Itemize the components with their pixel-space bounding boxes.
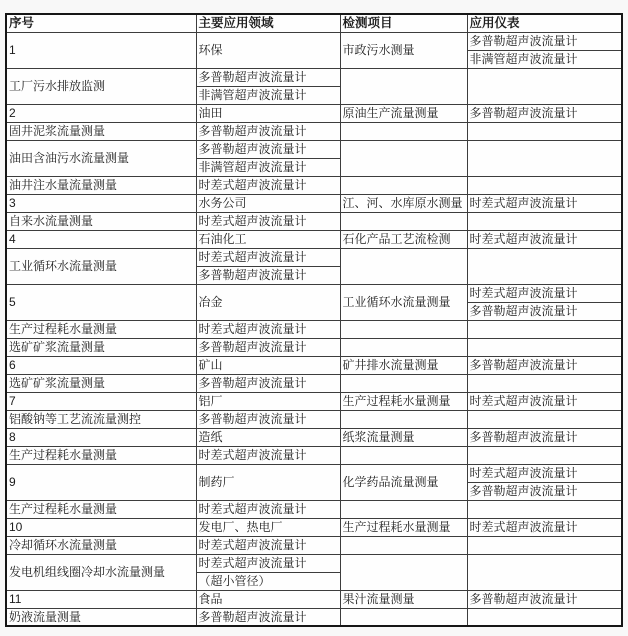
cell-serial: 6	[6, 356, 196, 374]
cell-serial: 4	[6, 230, 196, 248]
cell-application: 固井泥浆流量测量	[6, 122, 196, 140]
cell-application: 自来水流量测量	[6, 212, 196, 230]
cell-field: 冶金	[196, 284, 340, 320]
cell-serial: 5	[6, 284, 196, 320]
cell-detection-item: 石化产品工艺流检测	[340, 230, 467, 248]
cell-empty	[467, 500, 622, 518]
cell-empty	[340, 410, 467, 428]
application-table-container	[5, 13, 623, 627]
cell-empty	[467, 374, 622, 392]
cell-instrument: 时差式超声波流量计	[467, 464, 622, 482]
header-detection-item: 检测项目	[340, 14, 467, 32]
cell-detection-item: 纸浆流量测量	[340, 428, 467, 446]
cell-application: 奶液流量测量	[6, 608, 196, 626]
cell-instrument: 时差式超声波流量计	[196, 212, 340, 230]
table-row	[6, 32, 622, 50]
table-row	[6, 338, 622, 356]
table-row	[6, 518, 622, 536]
cell-instrument: 多普勒超声波流量计	[196, 410, 340, 428]
cell-application: 工厂污水排放监测	[6, 68, 196, 104]
cell-empty	[467, 338, 622, 356]
cell-serial: 7	[6, 392, 196, 410]
cell-instrument: 多普勒超声波流量计	[467, 590, 622, 608]
cell-empty	[340, 536, 467, 554]
cell-empty	[340, 122, 467, 140]
cell-serial: 11	[6, 590, 196, 608]
table-row	[6, 554, 622, 572]
cell-instrument: 多普勒超声波流量计	[467, 428, 622, 446]
table-row	[6, 536, 622, 554]
cell-empty	[467, 536, 622, 554]
cell-empty	[467, 248, 622, 284]
cell-empty	[467, 446, 622, 464]
cell-field: 制药厂	[196, 464, 340, 500]
cell-serial: 3	[6, 194, 196, 212]
cell-empty	[467, 608, 622, 626]
cell-empty	[467, 122, 622, 140]
cell-application: 油井注水量流量测量	[6, 176, 196, 194]
cell-field: 水务公司	[196, 194, 340, 212]
header-instrument: 应用仪表	[467, 14, 622, 32]
cell-empty	[340, 176, 467, 194]
cell-empty	[340, 446, 467, 464]
cell-detection-item: 工业循环水流量测量	[340, 284, 467, 320]
cell-empty	[340, 212, 467, 230]
cell-detection-item: 市政污水测量	[340, 32, 467, 68]
cell-instrument: 时差式超声波流量计	[196, 446, 340, 464]
table-row	[6, 176, 622, 194]
table-row	[6, 140, 622, 158]
cell-instrument: 多普勒超声波流量计	[196, 140, 340, 158]
cell-instrument: 时差式超声波流量计	[196, 176, 340, 194]
table-row	[6, 410, 622, 428]
table-row	[6, 248, 622, 266]
table-row	[6, 464, 622, 482]
cell-field: 食品	[196, 590, 340, 608]
cell-instrument: 非满管超声波流量计	[196, 86, 340, 104]
cell-empty	[467, 176, 622, 194]
table-row	[6, 194, 622, 212]
cell-instrument: 多普勒超声波流量计	[467, 356, 622, 374]
cell-application: 生产过程耗水量测量	[6, 320, 196, 338]
cell-empty	[467, 140, 622, 176]
cell-empty	[340, 608, 467, 626]
cell-instrument: 多普勒超声波流量计	[467, 32, 622, 50]
cell-field: 造纸	[196, 428, 340, 446]
cell-detection-item: 江、河、水库原水测量	[340, 194, 467, 212]
cell-serial: 10	[6, 518, 196, 536]
cell-instrument: 多普勒超声波流量计	[196, 68, 340, 86]
table-row	[6, 608, 622, 626]
cell-instrument: 多普勒超声波流量计	[467, 482, 622, 500]
cell-instrument: 多普勒超声波流量计	[467, 302, 622, 320]
cell-instrument: 时差式超声波流量计	[196, 500, 340, 518]
table-row	[6, 392, 622, 410]
cell-instrument: 多普勒超声波流量计	[196, 374, 340, 392]
table-row	[6, 104, 622, 122]
cell-application: 油田含油污水流量测量	[6, 140, 196, 176]
cell-instrument: 多普勒超声波流量计	[467, 104, 622, 122]
cell-instrument: 非满管超声波流量计	[467, 50, 622, 68]
cell-empty	[340, 140, 467, 176]
cell-detection-item: 矿井排水流量测量	[340, 356, 467, 374]
cell-instrument: 非满管超声波流量计	[196, 158, 340, 176]
table-row	[6, 446, 622, 464]
header-main-field: 主要应用领域	[196, 14, 340, 32]
cell-field: 矿山	[196, 356, 340, 374]
cell-empty	[340, 320, 467, 338]
cell-detection-item: 生产过程耗水量测量	[340, 518, 467, 536]
cell-empty	[340, 248, 467, 284]
ultrasonic-flowmeter-application-table	[5, 13, 623, 627]
table-row	[6, 230, 622, 248]
cell-empty	[340, 338, 467, 356]
cell-instrument: 多普勒超声波流量计	[196, 608, 340, 626]
cell-empty	[467, 554, 622, 590]
table-row	[6, 212, 622, 230]
cell-empty	[467, 68, 622, 104]
cell-field: 铝厂	[196, 392, 340, 410]
cell-application: 发电机组线圈冷却水流量测量	[6, 554, 196, 590]
cell-field: 发电厂、热电厂	[196, 518, 340, 536]
cell-empty	[340, 554, 467, 590]
header-serial: 序号	[6, 14, 196, 32]
cell-instrument: 时差式超声波流量计	[467, 194, 622, 212]
cell-application: 冷却循环水流量测量	[6, 536, 196, 554]
table-row	[6, 284, 622, 302]
cell-field: 油田	[196, 104, 340, 122]
cell-application: 铝酸钠等工艺流流量测控	[6, 410, 196, 428]
cell-application: 生产过程耗水量测量	[6, 446, 196, 464]
table-row	[6, 356, 622, 374]
cell-instrument: 时差式超声波流量计	[196, 536, 340, 554]
table-row	[6, 122, 622, 140]
cell-field: 环保	[196, 32, 340, 68]
cell-instrument: 多普勒超声波流量计	[196, 338, 340, 356]
cell-empty	[340, 374, 467, 392]
cell-detection-item: 原油生产流量测量	[340, 104, 467, 122]
cell-empty	[467, 320, 622, 338]
cell-serial: 2	[6, 104, 196, 122]
cell-instrument: 时差式超声波流量计	[196, 554, 340, 572]
cell-field: 石油化工	[196, 230, 340, 248]
table-header-row	[6, 14, 622, 32]
cell-instrument: 时差式超声波流量计	[196, 320, 340, 338]
table-row	[6, 428, 622, 446]
cell-empty	[467, 410, 622, 428]
cell-application: 选矿矿浆流量测量	[6, 338, 196, 356]
cell-empty	[340, 500, 467, 518]
table-row	[6, 320, 622, 338]
cell-serial: 1	[6, 32, 196, 68]
cell-empty	[467, 212, 622, 230]
table-row	[6, 68, 622, 86]
cell-detection-item: 果汁流量测量	[340, 590, 467, 608]
cell-instrument: 多普勒超声波流量计	[196, 266, 340, 284]
cell-serial: 8	[6, 428, 196, 446]
cell-application: 生产过程耗水量测量	[6, 500, 196, 518]
cell-detection-item: 生产过程耗水量测量	[340, 392, 467, 410]
cell-application: 选矿矿浆流量测量	[6, 374, 196, 392]
cell-empty	[340, 68, 467, 104]
cell-instrument: 时差式超声波流量计	[196, 248, 340, 266]
cell-instrument: 多普勒超声波流量计	[196, 122, 340, 140]
cell-instrument: 时差式超声波流量计	[467, 284, 622, 302]
cell-instrument: 时差式超声波流量计	[467, 392, 622, 410]
cell-application: 工业循环水流量测量	[6, 248, 196, 284]
cell-detection-item: 化学药品流量测量	[340, 464, 467, 500]
table-row	[6, 590, 622, 608]
table-row	[6, 500, 622, 518]
cell-instrument: 时差式超声波流量计	[467, 230, 622, 248]
cell-serial: 9	[6, 464, 196, 500]
cell-instrument: 时差式超声波流量计	[467, 518, 622, 536]
table-row	[6, 374, 622, 392]
cell-instrument-note: （超小管径）	[196, 572, 340, 590]
